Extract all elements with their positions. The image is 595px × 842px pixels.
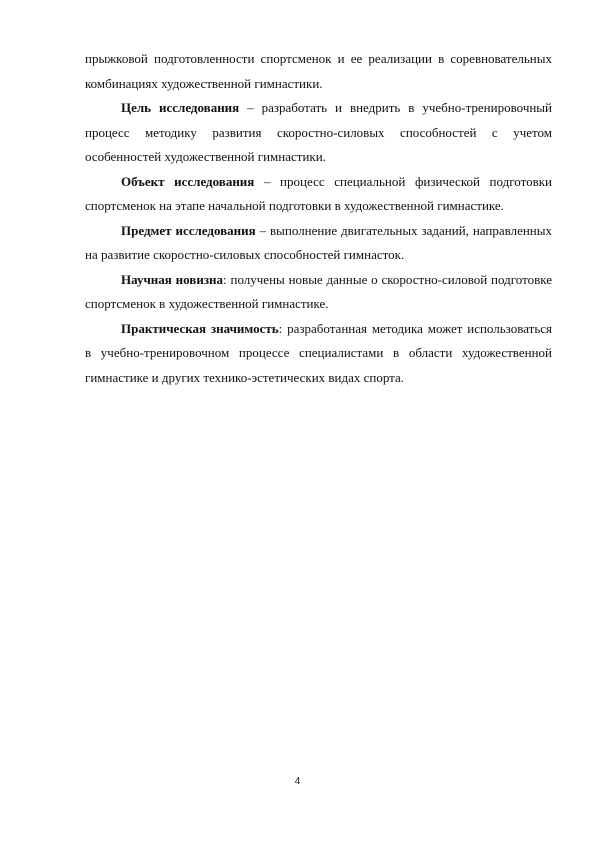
significance-term: Практическая значимость: [121, 320, 279, 336]
significance-text: : разработанная методика может использоваться в учебно-тренировочном процессе специалистами в области художественной гимнастике и других технико-эстетических видах спорта.: [85, 320, 552, 385]
object-text: – процесс специальной физической подготовки спортсменок на этапе начальной подготовки в художественной гимнастике.: [85, 173, 552, 213]
paragraph-goal: [85, 96, 552, 170]
novelty-text: : получены новые данные о скоростно-силовой подготовке спортсменок в художественной гимнастике.: [85, 271, 552, 311]
paragraph-novelty: [85, 268, 552, 317]
goal-term: Цель исследования: [121, 100, 240, 115]
object-term: Объект исследования: [121, 173, 255, 189]
paragraph-continuation: [85, 47, 552, 96]
body-text: [85, 47, 552, 390]
paragraph-subject: [85, 219, 552, 268]
paragraph-significance: [85, 317, 552, 391]
novelty-term: Научная новизна: [121, 271, 224, 287]
page-number: 4: [294, 776, 301, 787]
subject-term: Предмет исследования: [121, 222, 256, 238]
goal-text: – разработать и внедрить в учебно-тренировочный процесс методику развития скоростно-силовых способностей с учетом особенностей художественной гимнастики.: [85, 100, 553, 164]
subject-text: – выполнение двигательных заданий, направленных на развитие скоростно-силовых способностей гимнасток.: [85, 222, 552, 262]
paragraph-text: прыжковой подготовленности спортсменок и ее реализации в соревновательных комбинациях художественной гимнастики.: [85, 51, 552, 91]
paragraph-object: [85, 170, 552, 219]
